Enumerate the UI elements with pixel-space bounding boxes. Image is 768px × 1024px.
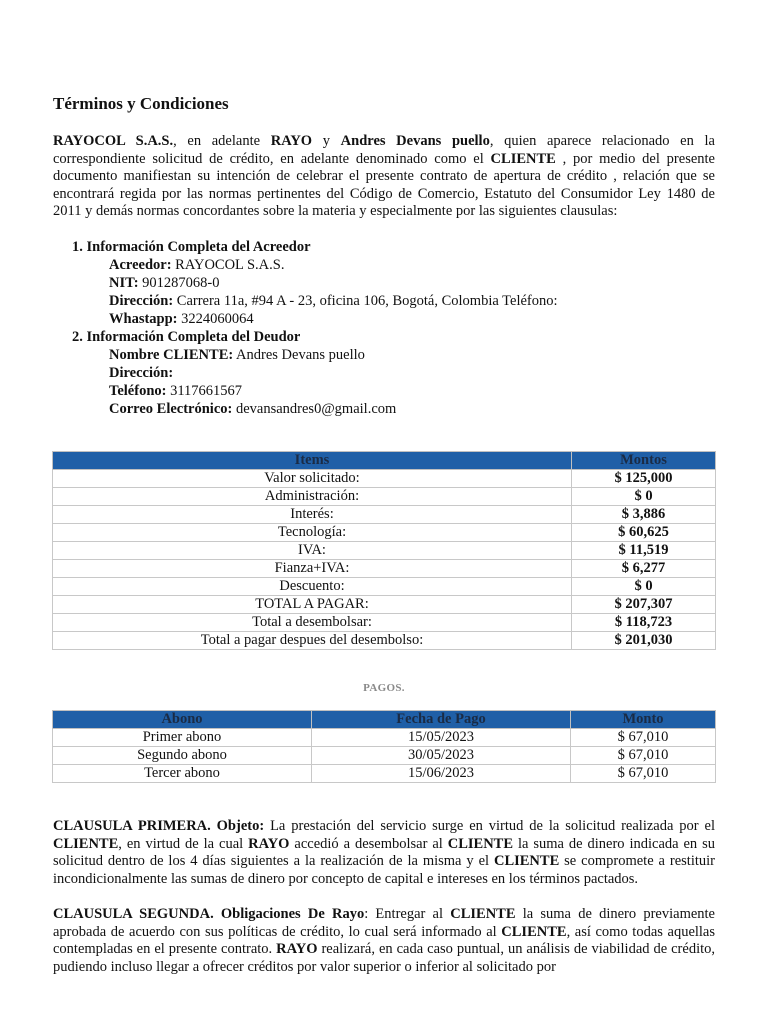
info-sections <box>72 238 558 418</box>
item-label: Fianza+IVA: <box>53 560 572 578</box>
item-label: Administración: <box>53 488 572 506</box>
abono-cell: Primer abono <box>53 729 312 747</box>
company-name: RAYOCOL S.A.S. <box>53 133 174 149</box>
clause-text: la suma de dinero previamente aprobada de acuerdo con sus políticas de crédito, lo cual será informado al <box>53 906 715 940</box>
field-value: 3117661567 <box>166 383 243 399</box>
items-table <box>52 451 716 650</box>
item-amount: $ 6,277 <box>572 560 716 578</box>
monto-cell: $ 67,010 <box>571 747 716 765</box>
item-amount: $ 0 <box>572 578 716 596</box>
item-amount: $ 207,307 <box>572 596 716 614</box>
field-value: Carrera 11a, #94 A - 23, oficina 106, Bogotá, Colombia Teléfono: <box>173 293 558 309</box>
cliente-term: CLIENTE <box>450 906 516 922</box>
monto-cell: $ 67,010 <box>571 729 716 747</box>
item-amount: $ 11,519 <box>572 542 716 560</box>
item-label: Descuento: <box>53 578 572 596</box>
cliente-term: CLIENTE <box>53 835 119 852</box>
intro-text: , quien aparece relacionado en la correspondiente solicitud de crédito, en adelante denominado como el <box>53 133 715 167</box>
item-label: TOTAL A PAGAR: <box>53 596 572 614</box>
clause-label: CLAUSULA SEGUNDA. Obligaciones De Rayo <box>53 906 365 922</box>
field-label: Nombre CLIENTE: <box>109 347 234 363</box>
field-value: Andres Devans puello <box>233 347 365 363</box>
table-row <box>53 542 716 560</box>
pagos-title: PAGOS. <box>363 682 405 694</box>
clause-primera <box>53 818 715 888</box>
table-row <box>53 596 716 614</box>
item-amount: $ 118,723 <box>572 614 716 632</box>
debtor-telefono <box>72 382 558 400</box>
abono-cell: Tercer abono <box>53 765 312 783</box>
abono-header: Abono <box>53 711 312 729</box>
field-label: Acreedor: <box>109 257 172 273</box>
table-row <box>53 747 716 765</box>
field-value: 3224060064 <box>177 311 254 327</box>
field-label: NIT: <box>109 275 139 291</box>
table-row <box>53 506 716 524</box>
fecha-cell: 30/05/2023 <box>312 747 571 765</box>
item-amount: $ 3,886 <box>572 506 716 524</box>
clause-text: realizará, en cada caso puntual, un análisis de viabilidad de crédito, pudiendo incluso llegar a ofrecer créditos por valor superior o inferior al solicitado por <box>53 941 715 975</box>
table-row <box>53 524 716 542</box>
creditor-acreedor <box>72 256 558 274</box>
clause-segunda <box>53 906 715 976</box>
clause-text: la suma de dinero indicada en su solicitud dentro de los 4 días siguientes a la realización de la misma y el <box>53 835 716 870</box>
cliente-term: CLIENTE <box>493 853 560 870</box>
debtor-direccion <box>72 364 558 382</box>
table-row <box>53 765 716 783</box>
debtor-heading: 2. Información Completa del Deudor <box>72 329 301 345</box>
cliente-term: CLIENTE <box>447 835 514 852</box>
clause-text: , en virtud de la cual <box>118 835 249 852</box>
intro-text: y <box>312 133 341 149</box>
creditor-heading: 1. Información Completa del Acreedor <box>72 239 311 255</box>
montos-header: Montos <box>572 452 716 470</box>
fecha-cell: 15/05/2023 <box>312 729 571 747</box>
clause-text: : Entregar al <box>364 906 451 922</box>
table-row <box>53 578 716 596</box>
clause-label: CLAUSULA PRIMERA. Objeto: <box>53 818 265 834</box>
item-label: Total a pagar despues del desembolso: <box>53 632 572 650</box>
table-row <box>53 614 716 632</box>
item-amount: $ 60,625 <box>572 524 716 542</box>
creditor-direccion <box>72 292 558 310</box>
abono-cell: Segundo abono <box>53 747 312 765</box>
intro-text: , por medio del presente documento manifiestan su intención de celebrar el presente contrato de apertura de crédito , relación que se encontrará regida por las normas pertinentes del Código de Comercio, Estatuto del Consumidor Ley 1480 de 2011 y demás normas concordantes sobre la materia y especialmente por las siguientes clausulas: <box>53 150 715 220</box>
cliente-term: CLIENTE <box>501 923 567 940</box>
creditor-nit <box>72 274 558 292</box>
table-header-row <box>53 452 716 470</box>
rayo-term: RAYO <box>248 835 290 852</box>
table-row <box>53 560 716 578</box>
fecha-cell: 15/06/2023 <box>312 765 571 783</box>
debtor-correo <box>72 400 558 418</box>
client-name: Andres Devans puello <box>340 133 490 149</box>
creditor-whatsapp <box>72 310 558 328</box>
clause-text: se compromete a restituir incondicionalmente las sumas de dinero por concepto de capital e intereses en los términos pactados. <box>53 853 716 887</box>
debtor-nombre <box>72 346 558 364</box>
table-row <box>53 470 716 488</box>
items-header: Items <box>53 452 572 470</box>
intro-text: , en adelante <box>173 133 271 149</box>
table-row <box>53 632 716 650</box>
clause-text: La prestación del servicio surge en virtud de la solicitud realizada por el <box>264 818 715 834</box>
field-value: RAYOCOL S.A.S. <box>171 257 285 273</box>
item-label: Interés: <box>53 506 572 524</box>
field-value: devansandres0@gmail.com <box>232 401 397 417</box>
item-label: Tecnología: <box>53 524 572 542</box>
field-label: Whastapp: <box>109 311 178 327</box>
field-label: Dirección: <box>109 293 174 309</box>
monto-header: Monto <box>571 711 716 729</box>
item-label: IVA: <box>53 542 572 560</box>
cliente-term: CLIENTE <box>490 150 556 167</box>
table-row <box>53 488 716 506</box>
item-amount: $ 0 <box>572 488 716 506</box>
field-label: Correo Electrónico: <box>109 401 233 417</box>
item-amount: $ 125,000 <box>572 470 716 488</box>
clause-text: , así como todas aquellas contempladas en el presente contrato. <box>53 923 716 958</box>
intro-paragraph <box>53 133 715 221</box>
pagos-table <box>52 710 716 783</box>
item-label: Valor solicitado: <box>53 470 572 488</box>
rayo-term: RAYO <box>270 133 313 149</box>
table-header-row <box>53 711 716 729</box>
field-value: 901287068-0 <box>138 275 220 291</box>
clause-text: accedió a desembolsar al <box>289 835 448 852</box>
field-label: Dirección: <box>109 365 174 381</box>
item-label: Total a desembolsar: <box>53 614 572 632</box>
document-title: Términos y Condiciones <box>53 94 229 113</box>
item-amount: $ 201,030 <box>572 632 716 650</box>
rayo-term: RAYO <box>276 941 318 958</box>
table-row <box>53 729 716 747</box>
monto-cell: $ 67,010 <box>571 765 716 783</box>
fecha-header: Fecha de Pago <box>312 711 571 729</box>
field-label: Teléfono: <box>109 383 167 399</box>
